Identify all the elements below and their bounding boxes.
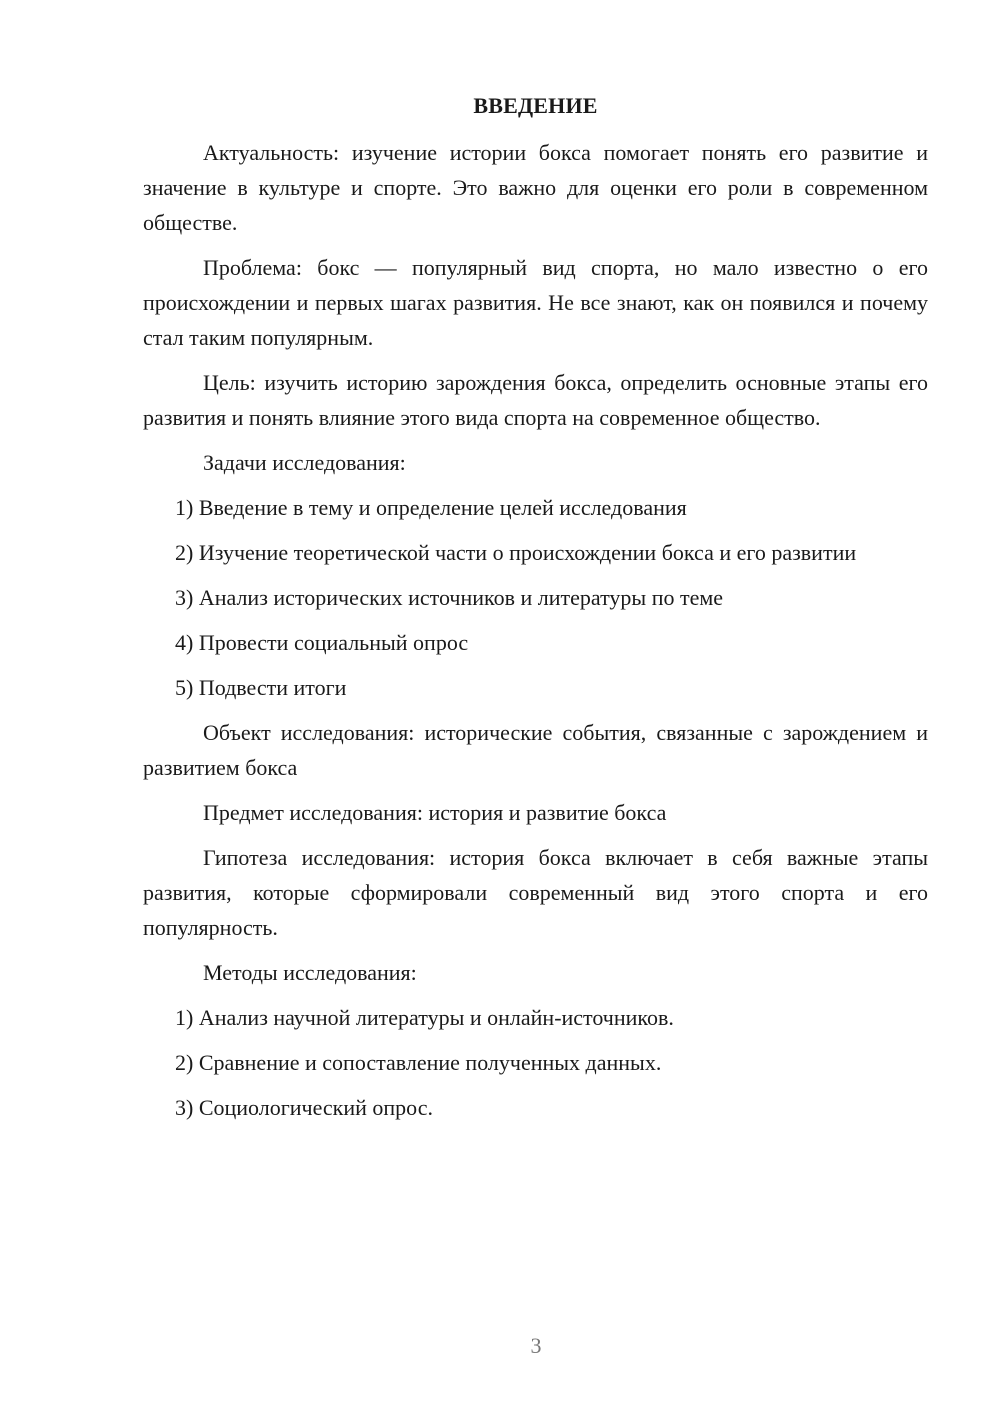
paragraph-hypothesis: Гипотеза исследования: история бокса включает в себя важные этапы развития, которые сформировали современный вид этого спорта и его популярность. (143, 845, 928, 940)
paragraph-object: Объект исследования: исторические события, связанные с зарождением и развитием бокса (143, 720, 928, 780)
tasks-title: Задачи исследования: (203, 450, 406, 475)
paragraph-problem: Проблема: бокс — популярный вид спорта, но мало известно о его происхождении и первых шагах развития. Не все знают, как он появился и почему стал таким популярным. (143, 255, 928, 350)
method-item-3: 3) Социологический опрос. (175, 1095, 433, 1120)
methods-title: Методы исследования: (203, 960, 417, 985)
method-item-1: 1) Анализ научной литературы и онлайн-источников. (175, 1005, 674, 1030)
paragraph-relevance: Актуальность: изучение истории бокса помогает понять его развитие и значение в культуре и спорте. Это важно для оценки его роли в современном обществе. (143, 140, 928, 235)
document-body (143, 93, 928, 1135)
page-number: 3 (530, 1333, 542, 1358)
section-heading: ВВЕДЕНИЕ (473, 93, 598, 118)
task-item-4: 4) Провести социальный опрос (175, 630, 469, 655)
paragraph-subject: Предмет исследования: история и развитие бокса (203, 800, 667, 825)
task-item-3: 3) Анализ исторических источников и литературы по теме (175, 585, 724, 610)
method-item-2: 2) Сравнение и сопоставление полученных данных. (175, 1050, 662, 1075)
task-item-2: 2) Изучение теоретической части о происхождении бокса и его развитии (175, 540, 857, 565)
task-item-5: 5) Подвести итоги (175, 675, 347, 700)
paragraph-goal: Цель: изучить историю зарождения бокса, определить основные этапы его развития и понять влияние этого вида спорта на современное общество. (143, 370, 928, 430)
task-item-1: 1) Введение в тему и определение целей исследования (175, 495, 687, 520)
